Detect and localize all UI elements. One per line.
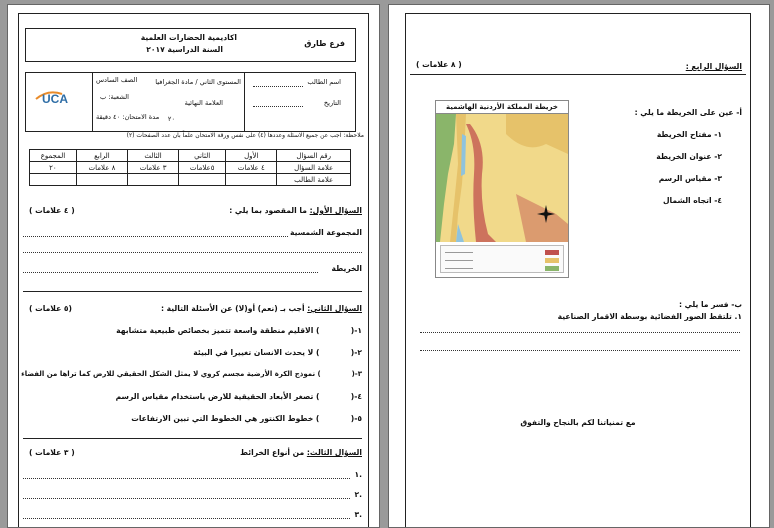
q2-item-number: ٣-( — [351, 370, 362, 378]
student-mark-cell[interactable] — [179, 174, 226, 186]
student-name-line[interactable] — [253, 86, 303, 87]
table-cell: الثاني — [179, 150, 226, 162]
exam-type-label: العلامة النهائية — [184, 99, 223, 107]
school-year: السنة الدراسية ٢٠١٧ — [146, 45, 223, 54]
q2-heading — [161, 304, 362, 313]
header-info-box — [25, 72, 356, 132]
table-cell: ٤ علامات — [226, 162, 277, 174]
q4-title: السؤال الرابع : — [685, 62, 742, 71]
branch-name: فرع طارق — [304, 39, 345, 48]
q4-part-a: أ- عين على الخريطة ما يلي : — [634, 108, 742, 117]
q4-part-a-item-2: ٢- عنوان الخريطة — [656, 152, 722, 161]
q2-item-text: ) الاقليم منطقة واسعة تتميز بخصائص طبيعية متشابهة — [116, 326, 320, 335]
exam-note: ملاحظة: اجب عن جميع الاسئلة وعددها (٤) على نفس ورقة الامتحان علماً بان عدد الصفحات (٢) — [126, 132, 364, 139]
logo-text: UCA — [42, 92, 68, 106]
answer-line[interactable] — [420, 332, 740, 333]
total-mark-value: ٢٠ — [167, 115, 175, 123]
answer-line[interactable] — [420, 350, 740, 351]
q1-item-1: المجموعة الشمسية — [289, 228, 362, 237]
table-cell: المجموع — [30, 150, 77, 162]
subject-label: المستوى الثاني / مادة الجغرافيا — [155, 78, 241, 86]
table-cell: الثالث — [128, 150, 179, 162]
q3-heading — [240, 448, 362, 457]
jordan-map[interactable] — [435, 100, 569, 278]
q3-item-2: ٢. — [354, 490, 362, 499]
q1-prompt: ما المقصود بما يلي : — [229, 206, 307, 215]
header-divider — [244, 73, 245, 131]
legend-swatch-yellow — [545, 258, 559, 263]
answer-line[interactable] — [23, 498, 350, 499]
table-cell: ٥علامات — [179, 162, 226, 174]
closing-wishes: مع تمنياتنا لكم بالنجاح والتفوق — [520, 418, 636, 427]
answer-line[interactable] — [23, 518, 350, 519]
exam-page-2 — [388, 4, 770, 528]
q4-part-a-item-1: ١- مفتاح الخريطة — [656, 130, 722, 139]
q2-item-4 — [116, 392, 362, 401]
date-label: التاريخ — [323, 99, 341, 107]
division-label: الشعبة: ب — [100, 93, 129, 101]
table-cell: علامة السؤال — [277, 162, 351, 174]
q3-item-3: ٣. — [354, 510, 362, 519]
subject-level: الصف السادس — [96, 76, 138, 84]
table-cell: الأول — [226, 150, 277, 162]
q1-heading — [229, 206, 362, 215]
map-legend — [440, 245, 564, 273]
q4-part-b: ب- فسر ما يلي : — [678, 300, 742, 309]
q2-item-number: ٤-( — [350, 392, 362, 401]
map-graphic — [436, 114, 568, 242]
student-mark-cell[interactable] — [76, 174, 127, 186]
q2-title: السؤال الثاني: — [307, 304, 362, 313]
page-1-frame — [18, 13, 369, 527]
q2-item-text: ) نموذج الكرة الأرضية مجسم كروي لا يمثل الشكل الحقيقي للارض كما تراها من الفضاء — [21, 370, 321, 378]
q2-item-number: ١-( — [350, 326, 362, 335]
q2-marks: (٥ علامات ) — [29, 304, 73, 313]
answer-line[interactable] — [23, 478, 350, 479]
q2-prompt: أجب بـ (نعم) أو(لا) عن الأسئلة التالية : — [161, 304, 305, 313]
school-logo — [32, 85, 88, 107]
q2-item-number: ٢-( — [350, 348, 362, 357]
q2-item-2 — [193, 348, 362, 357]
page-2-frame — [405, 13, 751, 527]
table-cell: علامة الطالب — [277, 174, 351, 186]
header-title-box — [25, 28, 356, 62]
section-divider — [23, 291, 362, 292]
q4-part-b-item-1: ١. تلتقط الصور الفضائية بوسطة الاقمار الصناعية — [557, 312, 742, 321]
legend-swatch-red — [545, 250, 559, 255]
legend-line — [445, 252, 473, 253]
q4-part-a-item-3: ٣- مقياس الرسم — [658, 174, 722, 183]
header-divider-2 — [92, 73, 93, 131]
q3-title: السؤال الثالث: — [306, 448, 362, 457]
academy-name: اكاديمية الحضارات العلمية — [140, 33, 237, 42]
section-divider — [410, 74, 746, 75]
q1-item-2: الخريطة — [331, 264, 362, 273]
answer-line[interactable] — [23, 252, 362, 253]
answer-line[interactable] — [23, 236, 288, 237]
marks-table — [29, 149, 351, 186]
student-mark-cell[interactable] — [128, 174, 179, 186]
student-mark-cell[interactable] — [30, 174, 77, 186]
q2-item-1 — [116, 326, 362, 335]
q2-item-text: ) خطوط الكنتور هي الخطوط التي تبين الارتفاعات — [131, 414, 320, 423]
q2-item-text: ) تصغر الأبعاد الحقيقية للارض باستخدام مقياس الرسم — [115, 392, 320, 401]
student-mark-cell[interactable] — [226, 174, 277, 186]
q3-item-1: ١. — [354, 470, 362, 479]
table-cell: ٢٠ — [30, 162, 77, 174]
q3-marks: ( ٣ علامات ) — [29, 448, 75, 457]
student-name-label: اسم الطالب — [307, 78, 341, 86]
q1-marks: ( ٤ علامات ) — [29, 206, 75, 215]
q2-item-text: ) لا يحدث الانسان تغييرا في البيئة — [193, 348, 320, 357]
q1-title: السؤال الأول: — [309, 206, 362, 215]
table-cell: الرابع — [76, 150, 127, 162]
q2-item-5 — [131, 414, 362, 423]
legend-line — [445, 268, 473, 269]
date-line[interactable] — [253, 106, 303, 107]
table-cell: ٣ علامات — [128, 162, 179, 174]
q2-item-number: ٥-( — [350, 414, 362, 423]
legend-swatch-green — [545, 266, 559, 271]
q4-marks: ( ٨ علامات ) — [416, 60, 462, 69]
q2-item-3 — [21, 370, 362, 378]
table-cell: رقم السؤال — [277, 150, 351, 162]
q3-prompt: من أنواع الخرائط — [240, 448, 305, 457]
answer-line[interactable] — [23, 272, 318, 273]
table-cell: ٨ علامات — [76, 162, 127, 174]
section-divider — [23, 438, 362, 439]
q4-part-a-item-4: ٤- اتجاه الشمال — [662, 196, 722, 205]
exam-page-1 — [7, 4, 380, 528]
legend-line — [445, 260, 473, 261]
duration-label: مدة الامتحان: ٤٠ دقيقة — [96, 113, 160, 121]
map-title: خريطة المملكة الأردنية الهاشمية — [436, 101, 568, 114]
